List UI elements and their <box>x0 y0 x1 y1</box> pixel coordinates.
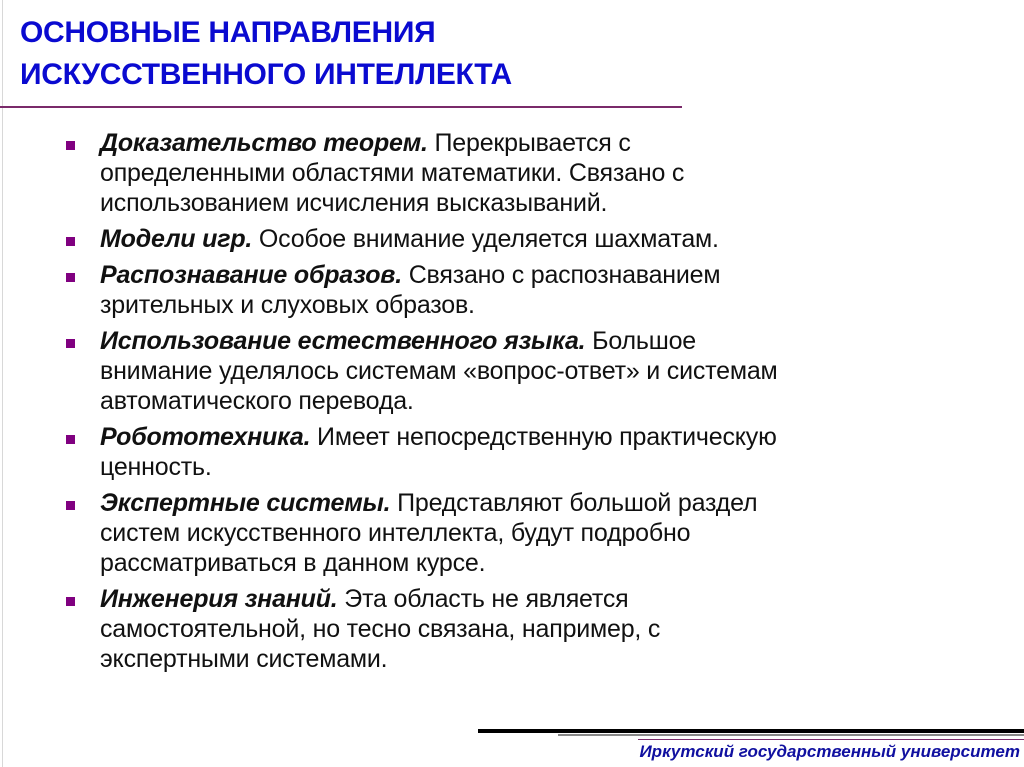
list-item <box>62 584 992 674</box>
item-text: Особое внимание уделяется шахматам. <box>252 225 719 253</box>
list-item <box>62 128 992 218</box>
item-text: Связано с распознаванием <box>401 261 721 289</box>
item-line: систем искусственного интеллекта, будут подробно <box>100 519 691 547</box>
square-bullet-icon <box>66 273 75 282</box>
item-line: использованием исчисления высказываний. <box>100 189 608 217</box>
footer-university: Иркутский государственный университет <box>639 742 1020 761</box>
item-line: рассматриваться в данном курсе. <box>100 549 486 577</box>
item-text: Большое <box>585 327 697 355</box>
square-bullet-icon <box>66 501 75 510</box>
list-item <box>62 326 992 416</box>
list-item <box>62 224 992 254</box>
item-text: Эта область не является <box>337 585 629 613</box>
item-text: Перекрывается с <box>427 129 631 157</box>
item-line <box>100 488 992 518</box>
item-line <box>100 128 992 158</box>
item-line: ценность. <box>100 453 212 481</box>
item-lead: Инженерия знаний. <box>100 585 338 613</box>
item-lead: Робототехника. <box>100 423 311 451</box>
list-item <box>62 422 992 482</box>
item-lead: Экспертные системы. <box>100 489 391 517</box>
item-line <box>100 584 992 614</box>
list-item <box>62 488 992 578</box>
item-line <box>100 224 992 254</box>
square-bullet-icon <box>66 237 75 246</box>
item-line: экспертными системами. <box>100 645 388 673</box>
title-divider <box>0 106 682 108</box>
item-line <box>100 422 992 452</box>
item-text: Имеет непосредственную практическую <box>310 423 777 451</box>
item-text: Представляют большой раздел <box>390 489 758 517</box>
list-item <box>62 260 992 320</box>
footer-rule-gray <box>558 734 1024 736</box>
bullet-list <box>62 128 992 680</box>
slide-title <box>20 12 512 96</box>
slide-left-edge <box>2 0 3 767</box>
square-bullet-icon <box>66 597 75 606</box>
item-line: автоматического перевода. <box>100 387 414 415</box>
item-line <box>100 326 992 356</box>
footer-rule-black <box>478 729 1024 733</box>
item-line: зрительных и слуховых образов. <box>100 291 475 319</box>
square-bullet-icon <box>66 141 75 150</box>
item-lead: Доказательство теорем. <box>100 129 428 157</box>
item-lead: Использование естественного языка. <box>100 327 586 355</box>
item-line: определенными областями математики. Связано с <box>100 159 685 187</box>
item-lead: Модели игр. <box>100 225 253 253</box>
item-line: самостоятельной, но тесно связана, например, с <box>100 615 661 643</box>
item-lead: Распознавание образов. <box>100 261 402 289</box>
item-line <box>100 260 992 290</box>
title-line-1: ОСНОВНЫЕ НАПРАВЛЕНИЯ <box>20 16 436 49</box>
square-bullet-icon <box>66 339 75 348</box>
square-bullet-icon <box>66 435 75 444</box>
item-line: внимание уделялось системам «вопрос-ответ» и системам <box>100 357 778 385</box>
footer-rule-purple <box>638 739 1024 740</box>
title-line-2: ИСКУССТВЕННОГО ИНТЕЛЛЕКТА <box>20 58 512 91</box>
